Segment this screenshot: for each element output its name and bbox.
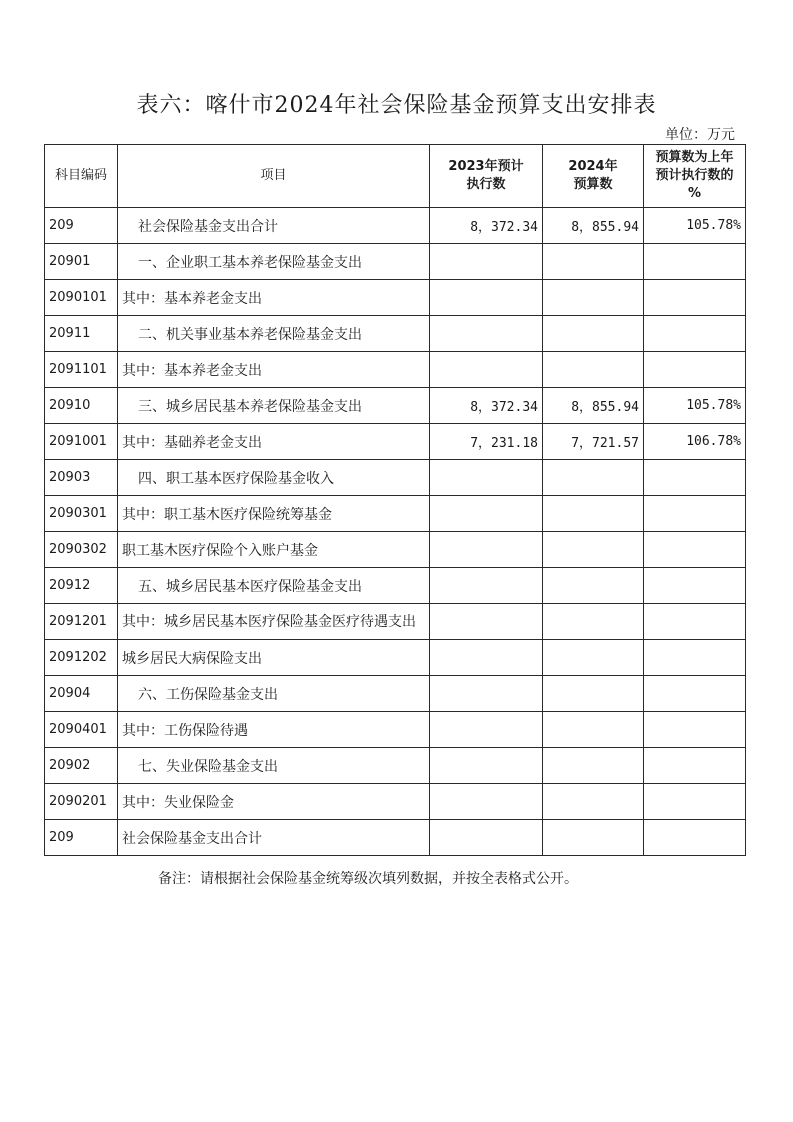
table-row: [45, 352, 746, 388]
row-ratio: [644, 496, 746, 532]
row-code: 209: [45, 820, 118, 856]
row-budget-2024: [543, 316, 644, 352]
row-budget-2024: [543, 676, 644, 712]
row-exec-2023: [430, 820, 543, 856]
row-ratio: [644, 460, 746, 496]
row-exec-2023: [430, 640, 543, 676]
header-budget-2024-line2: 预算数: [573, 177, 613, 192]
row-budget-2024: [543, 604, 644, 640]
header-code: 科目编码: [45, 145, 118, 208]
row-budget-2024: [543, 748, 644, 784]
row-code: 2090201: [45, 784, 118, 820]
header-exec-2023-line2: 执行数: [466, 177, 506, 192]
table-row: [45, 280, 746, 316]
row-exec-2023: 7，231.18: [430, 424, 543, 460]
table-row: [45, 712, 746, 748]
row-budget-2024: [543, 280, 644, 316]
row-code: 2091202: [45, 640, 118, 676]
row-exec-2023: [430, 244, 543, 280]
page-title: 表六：喀什市2024年社会保险基金预算支出安排表: [136, 93, 657, 118]
row-code: 209: [45, 208, 118, 244]
row-exec-2023: [430, 316, 543, 352]
row-exec-2023: [430, 604, 543, 640]
row-item: 其中：城乡居民基本医疗保险基金医疗待遇支出: [118, 604, 430, 640]
row-budget-2024: [543, 244, 644, 280]
row-item: 其中：基础养老金支出: [118, 424, 430, 460]
row-code: 20902: [45, 748, 118, 784]
row-item: 其中：基本养老金支出: [118, 352, 430, 388]
row-ratio: [644, 748, 746, 784]
row-ratio: [644, 244, 746, 280]
table-row: [45, 640, 746, 676]
row-exec-2023: [430, 748, 543, 784]
row-item: 社会保险基金支出合计: [118, 208, 430, 244]
row-code: 2090302: [45, 532, 118, 568]
table-row: [45, 424, 746, 460]
row-exec-2023: [430, 532, 543, 568]
row-ratio: [644, 820, 746, 856]
row-exec-2023: [430, 676, 543, 712]
row-item: 五、城乡居民基本医疗保险基金支出: [118, 568, 430, 604]
row-ratio: [644, 280, 746, 316]
row-budget-2024: [543, 640, 644, 676]
row-budget-2024: [543, 712, 644, 748]
row-ratio: 106.78%: [644, 424, 746, 460]
table-row: [45, 568, 746, 604]
row-code: 2090301: [45, 496, 118, 532]
row-item: 社会保险基金支出合计: [118, 820, 430, 856]
row-exec-2023: [430, 280, 543, 316]
row-exec-2023: [430, 712, 543, 748]
table-row: [45, 316, 746, 352]
row-exec-2023: [430, 784, 543, 820]
row-ratio: [644, 316, 746, 352]
row-item: 其中：职工基木医疗保险统筹基金: [118, 496, 430, 532]
row-exec-2023: 8，372.34: [430, 388, 543, 424]
unit-label: 单位：万元: [665, 127, 735, 143]
table-row: [45, 676, 746, 712]
row-budget-2024: [543, 568, 644, 604]
row-exec-2023: [430, 460, 543, 496]
row-code: 20911: [45, 316, 118, 352]
row-exec-2023: 8，372.34: [430, 208, 543, 244]
row-budget-2024: 8，855.94: [543, 388, 644, 424]
row-ratio: [644, 784, 746, 820]
row-ratio: [644, 712, 746, 748]
row-code: 20910: [45, 388, 118, 424]
row-item: 一、企业职工基本养老保险基金支出: [118, 244, 430, 280]
row-ratio: [644, 676, 746, 712]
header-budget-2024: [543, 145, 644, 208]
row-budget-2024: [543, 532, 644, 568]
row-code: 2091201: [45, 604, 118, 640]
row-item: 四、职工基本医疗保险基金收入: [118, 460, 430, 496]
table-row: [45, 820, 746, 856]
header-ratio-line2: 预计执行数的: [655, 168, 734, 183]
row-budget-2024: [543, 784, 644, 820]
header-exec-2023: [430, 145, 543, 208]
row-exec-2023: [430, 568, 543, 604]
row-item: 职工基木医疗保险个入账户基金: [118, 532, 430, 568]
row-budget-2024: [543, 820, 644, 856]
row-item: 城乡居民大病保险支出: [118, 640, 430, 676]
header-item: 项目: [118, 145, 430, 208]
table-row: [45, 388, 746, 424]
row-code: 20912: [45, 568, 118, 604]
row-code: 2090401: [45, 712, 118, 748]
row-exec-2023: [430, 496, 543, 532]
row-item: 七、失业保险基金支出: [118, 748, 430, 784]
table-row: [45, 496, 746, 532]
table-row: [45, 532, 746, 568]
header-budget-2024-line1: 2024年: [568, 159, 618, 174]
row-item: 二、机关事业基本养老保险基金支出: [118, 316, 430, 352]
row-item: 三、城乡居民基本养老保险基金支出: [118, 388, 430, 424]
row-ratio: [644, 532, 746, 568]
row-ratio: [644, 604, 746, 640]
row-ratio: [644, 568, 746, 604]
row-code: 2091101: [45, 352, 118, 388]
row-exec-2023: [430, 352, 543, 388]
row-ratio: 105.78%: [644, 388, 746, 424]
header-ratio: [644, 145, 746, 208]
row-code: 2090101: [45, 280, 118, 316]
header-ratio-line3: %: [687, 186, 702, 201]
row-item: 其中：基本养老金支出: [118, 280, 430, 316]
table-row: [45, 604, 746, 640]
row-budget-2024: 8，855.94: [543, 208, 644, 244]
row-ratio: [644, 640, 746, 676]
row-code: 20901: [45, 244, 118, 280]
row-ratio: [644, 352, 746, 388]
row-item: 其中：失业保险金: [118, 784, 430, 820]
row-budget-2024: [543, 460, 644, 496]
row-code: 20903: [45, 460, 118, 496]
header-ratio-line1: 预算数为上年: [655, 150, 734, 165]
header-exec-2023-line1: 2023年预计: [448, 159, 524, 174]
row-budget-2024: [543, 496, 644, 532]
row-ratio: 105.78%: [644, 208, 746, 244]
row-item: 其中：工伤保险待遇: [118, 712, 430, 748]
row-item: 六、工伤保险基金支出: [118, 676, 430, 712]
budget-table: [44, 144, 746, 856]
table-row: [45, 460, 746, 496]
footnote: 备注：请根据社会保险基金统筹级次填列数据，并按全表格式公开。: [158, 871, 578, 887]
row-budget-2024: 7，721.57: [543, 424, 644, 460]
table-row: [45, 784, 746, 820]
table-row: [45, 748, 746, 784]
row-budget-2024: [543, 352, 644, 388]
table-row: [45, 208, 746, 244]
table-header-row: [45, 145, 746, 208]
row-code: 2091001: [45, 424, 118, 460]
row-code: 20904: [45, 676, 118, 712]
table-row: [45, 244, 746, 280]
